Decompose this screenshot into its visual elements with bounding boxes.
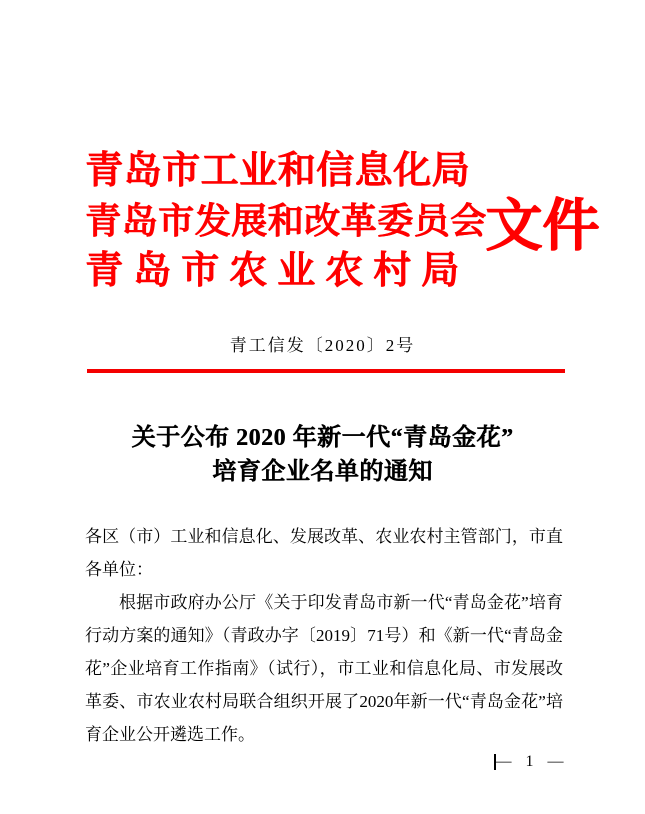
letterhead xyxy=(85,145,599,297)
agency-name-agriculture-rural: 青岛市农业农村局 xyxy=(85,250,470,292)
document-title-line1: 关于公布 2020 年新一代“青岛金花” xyxy=(131,425,514,451)
agency-name-industry-information: 青岛市工业和信息化局 xyxy=(85,150,471,192)
red-separator-line xyxy=(87,369,565,373)
document-title xyxy=(0,421,645,489)
document-number: 青工信发〔2020〕2号 xyxy=(229,336,416,355)
page-number-text: — 1 — xyxy=(495,753,566,770)
issuing-agencies xyxy=(85,146,487,296)
document-title-line2: 培育企业名单的通知 xyxy=(212,459,433,485)
salutation-line: 各区（市）工业和信息化、发展改革、农业农村主管部门，市直各单位： xyxy=(85,527,563,579)
body-paragraph: 根据市政府办公厅《关于印发青岛市新一代“青岛金花”培育行动方案的通知》（青政办字〔2019〕71号）和《新一代“青岛金花”企业培育工作指南》（试行），市工业和信息化局、市发展改革委、市农业农村局联合组织开展了2020年新一代“青岛金花”培育企业公开遴选工作。 xyxy=(85,593,563,744)
agency-name-development-reform: 青岛市发展和改革委员会 xyxy=(85,201,487,241)
page-number xyxy=(494,752,566,772)
document-body xyxy=(85,520,563,751)
document-type-label: 文件 xyxy=(485,195,599,258)
